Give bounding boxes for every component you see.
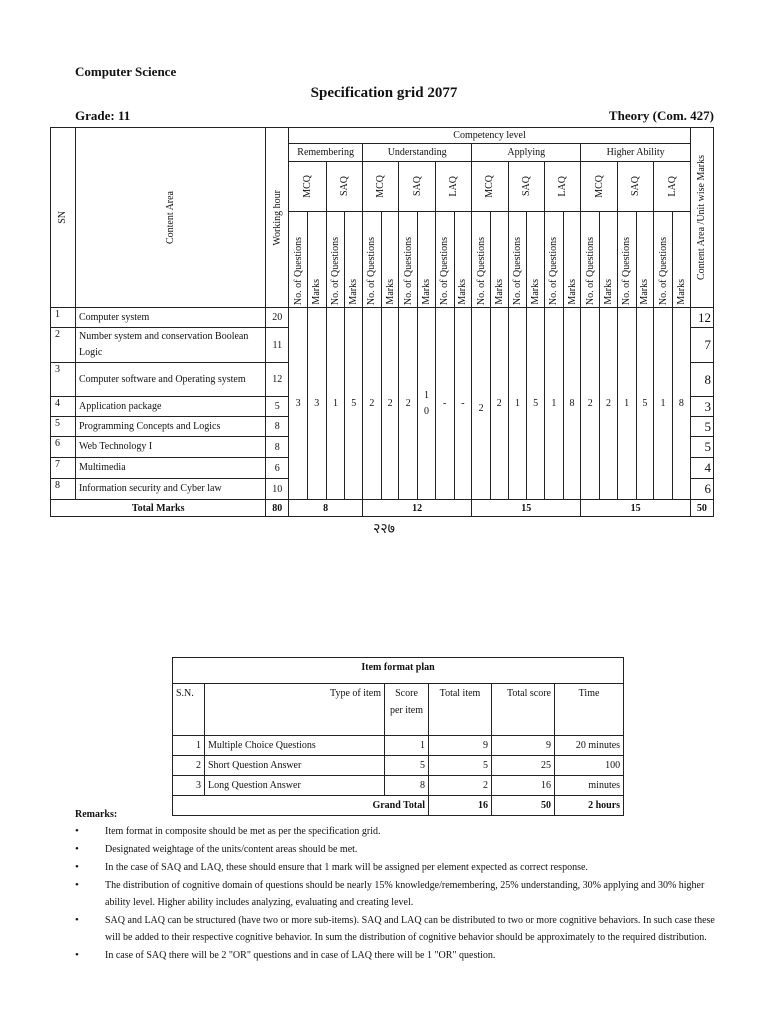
remarks-list: [75, 823, 715, 965]
type-header: MCQ: [581, 162, 617, 212]
remark-text: SAQ and LAQ can be structured (have two or more sub-items). SAQ and LAQ can be distributed to two or more cognitive behaviors. In such case these will be added to their respective cognitive behavior. In sum the distribution of cognitive behavior should be approximately to the required distribution.: [105, 915, 715, 943]
row-working-hour: 6: [266, 458, 289, 479]
value-cell: 2: [490, 308, 508, 500]
no-of-questions-subheader: No. of Questions: [399, 212, 418, 308]
value-cell: 2: [600, 308, 618, 500]
row-unit-marks: 3: [690, 397, 713, 417]
row-content-area: Application package: [75, 397, 265, 417]
value-cell: 8: [672, 308, 690, 500]
value-cell: 1: [545, 308, 564, 500]
level-applying: Applying: [472, 144, 581, 162]
value-cell: 5: [345, 308, 363, 500]
marks-subheader: Marks: [490, 212, 508, 308]
plan-row-type: Short Question Answer: [205, 756, 385, 776]
marks-subheader: Marks: [345, 212, 363, 308]
specification-grid-table: [50, 127, 714, 517]
row-sn: 8: [51, 479, 76, 500]
type-header: SAQ: [399, 162, 435, 212]
row-content-area: Programming Concepts and Logics: [75, 417, 265, 437]
total-applying: 15: [472, 500, 581, 517]
type-header: SAQ: [326, 162, 362, 212]
remark-text: Item format in composite should be met as per the specification grid.: [105, 826, 381, 837]
sn-header: SN: [51, 128, 76, 308]
row-unit-marks: 5: [690, 437, 713, 458]
marks-subheader: Marks: [454, 212, 472, 308]
level-higher-ability: Higher Ability: [581, 144, 690, 162]
row-content-area: Web Technology I: [75, 437, 265, 458]
plan-grand-total-label: Grand Total: [173, 796, 429, 816]
remark-item: [75, 877, 715, 911]
marks-subheader: Marks: [307, 212, 326, 308]
remark-item: [75, 823, 715, 840]
value-cell: 2: [581, 308, 600, 500]
plan-header-type: Type of item: [205, 684, 385, 736]
total-higher-ability: 15: [581, 500, 690, 517]
row-unit-marks: 6: [690, 479, 713, 500]
remark-item: [75, 841, 715, 858]
no-of-questions-subheader: No. of Questions: [363, 212, 382, 308]
type-header: MCQ: [363, 162, 399, 212]
level-remembering: Remembering: [289, 144, 363, 162]
unit-marks-header: Content Area /Unit wise Marks: [690, 128, 713, 308]
remark-item: [75, 947, 715, 964]
marks-subheader: Marks: [527, 212, 545, 308]
row-sn: 4: [51, 397, 76, 417]
row-sn: 5: [51, 417, 76, 437]
row-sn: 6: [51, 437, 76, 458]
plan-row-total: 25: [492, 756, 555, 776]
type-header: LAQ: [654, 162, 691, 212]
type-header: LAQ: [545, 162, 581, 212]
total-row: [51, 500, 714, 517]
bullet-icon: •: [75, 914, 79, 926]
row-content-area: Computer system: [75, 308, 265, 328]
plan-row: [173, 776, 624, 796]
row-unit-marks: 5: [690, 417, 713, 437]
theory-code-label: Theory (Com. 427): [608, 108, 714, 123]
table-row: [51, 308, 714, 328]
marks-subheader: Marks: [600, 212, 618, 308]
plan-row-items: 5: [429, 756, 492, 776]
document-title: Specification grid 2077: [310, 85, 458, 101]
remark-text: Designated weightage of the units/content areas should be met.: [105, 844, 358, 855]
row-working-hour: 5: [266, 397, 289, 417]
plan-title: Item format plan: [173, 658, 624, 684]
plan-row-time: 20 minutes: [555, 736, 624, 756]
total-marks-label: Total Marks: [51, 500, 266, 517]
row-sn: 1: [51, 308, 76, 328]
no-of-questions-subheader: No. of Questions: [326, 212, 345, 308]
value-cell: 8: [563, 308, 581, 500]
total-remembering: 8: [289, 500, 363, 517]
value-cell: 5: [527, 308, 545, 500]
row-unit-marks: 7: [690, 328, 713, 363]
no-of-questions-subheader: No. of Questions: [472, 212, 491, 308]
plan-row: [173, 756, 624, 776]
type-header: SAQ: [508, 162, 544, 212]
bullet-icon: •: [75, 825, 79, 837]
value-cell: 1 0: [418, 308, 436, 500]
plan-row-score: 5: [385, 756, 429, 776]
plan-row-type: Long Question Answer: [205, 776, 385, 796]
plan-grand-total-time: 2 hours: [555, 796, 624, 816]
row-sn: 3: [51, 363, 76, 397]
item-format-plan-table: [172, 657, 624, 816]
plan-row-sn: 3: [173, 776, 205, 796]
marks-subheader: Marks: [672, 212, 690, 308]
remark-text: The distribution of cognitive domain of questions should be nearly 15% knowledge/remembering, 25% understanding, 30% applying and 30% higher ability level. Higher ability includes analyzing, evaluating and creating level.: [105, 880, 705, 908]
row-unit-marks: 8: [690, 363, 713, 397]
bullet-icon: •: [75, 949, 79, 961]
no-of-questions-subheader: No. of Questions: [435, 212, 454, 308]
no-of-questions-subheader: No. of Questions: [545, 212, 564, 308]
level-understanding: Understanding: [363, 144, 472, 162]
no-of-questions-subheader: No. of Questions: [508, 212, 527, 308]
plan-header-time: Time: [555, 684, 624, 736]
plan-row-sn: 1: [173, 736, 205, 756]
plan-header-total-item: Total item: [429, 684, 492, 736]
plan-row-total: 9: [492, 736, 555, 756]
remark-item: [75, 859, 715, 876]
total-understanding: 12: [363, 500, 472, 517]
plan-grand-total-score: 50: [492, 796, 555, 816]
value-cell: -: [435, 308, 454, 500]
total-hours: 80: [266, 500, 289, 517]
plan-row: [173, 736, 624, 756]
grade-label: Grade: 11: [75, 108, 131, 123]
marks-subheader: Marks: [381, 212, 399, 308]
plan-header-total-score: Total score: [492, 684, 555, 736]
value-cell: 3: [307, 308, 326, 500]
remarks-heading: Remarks:: [75, 809, 118, 820]
bullet-icon: •: [75, 861, 79, 873]
row-sn: 2: [51, 328, 76, 363]
row-working-hour: 11: [266, 328, 289, 363]
value-cell: 1: [617, 308, 636, 500]
plan-header-score: Score per item: [385, 684, 429, 736]
plan-row-score: 1: [385, 736, 429, 756]
value-cell: 2: [399, 308, 418, 500]
row-working-hour: 20: [266, 308, 289, 328]
value-cell: 2: [472, 308, 491, 500]
plan-row-items: 9: [429, 736, 492, 756]
row-content-area: Information security and Cyber law: [75, 479, 265, 500]
type-header: LAQ: [435, 162, 471, 212]
content-area-header: Content Area: [75, 128, 265, 308]
marks-subheader: Marks: [418, 212, 436, 308]
row-working-hour: 12: [266, 363, 289, 397]
plan-row-total: 16: [492, 776, 555, 796]
plan-row-time: 100: [555, 756, 624, 776]
row-content-area: Computer software and Operating system: [75, 363, 265, 397]
marks-subheader: Marks: [636, 212, 654, 308]
plan-row-sn: 2: [173, 756, 205, 776]
type-header: SAQ: [617, 162, 653, 212]
no-of-questions-subheader: No. of Questions: [581, 212, 600, 308]
row-working-hour: 8: [266, 437, 289, 458]
marks-subheader: Marks: [563, 212, 581, 308]
plan-row-score: 8: [385, 776, 429, 796]
row-content-area: Multimedia: [75, 458, 265, 479]
plan-grand-total-row: [173, 796, 624, 816]
remark-text: In case of SAQ there will be 2 "OR" questions and in case of LAQ there will be 1 "OR" question.: [105, 950, 496, 961]
no-of-questions-subheader: No. of Questions: [289, 212, 308, 308]
row-sn: 7: [51, 458, 76, 479]
value-cell: 1: [508, 308, 527, 500]
subject-heading: Computer Science: [75, 64, 177, 79]
value-cell: -: [454, 308, 472, 500]
row-working-hour: 10: [266, 479, 289, 500]
competency-level-header: Competency level: [289, 128, 691, 144]
no-of-questions-subheader: No. of Questions: [654, 212, 673, 308]
no-of-questions-subheader: No. of Questions: [617, 212, 636, 308]
plan-header-sn: S.N.: [173, 684, 205, 736]
grand-total-marks: 50: [690, 500, 713, 517]
bullet-icon: •: [75, 843, 79, 855]
remark-text: In the case of SAQ and LAQ, these should ensure that 1 mark will be assigned per element expected as correct response.: [105, 862, 588, 873]
working-hour-header: Working hour: [266, 128, 289, 308]
value-cell: 2: [381, 308, 399, 500]
bullet-icon: •: [75, 879, 79, 891]
type-header: MCQ: [289, 162, 326, 212]
row-unit-marks: 4: [690, 458, 713, 479]
plan-row-items: 2: [429, 776, 492, 796]
value-cell: 1: [326, 308, 345, 500]
value-cell: 2: [363, 308, 382, 500]
row-unit-marks: 12: [690, 308, 713, 328]
row-content-area: Number system and conservation Boolean Logic: [75, 328, 265, 363]
remark-item: [75, 912, 715, 946]
value-cell: 3: [289, 308, 308, 500]
plan-row-time: minutes: [555, 776, 624, 796]
plan-row-type: Multiple Choice Questions: [205, 736, 385, 756]
value-cell: 1: [654, 308, 673, 500]
value-cell: 5: [636, 308, 654, 500]
page-number: २२७: [373, 522, 395, 537]
type-header: MCQ: [472, 162, 508, 212]
plan-grand-total-items: 16: [429, 796, 492, 816]
row-working-hour: 8: [266, 417, 289, 437]
